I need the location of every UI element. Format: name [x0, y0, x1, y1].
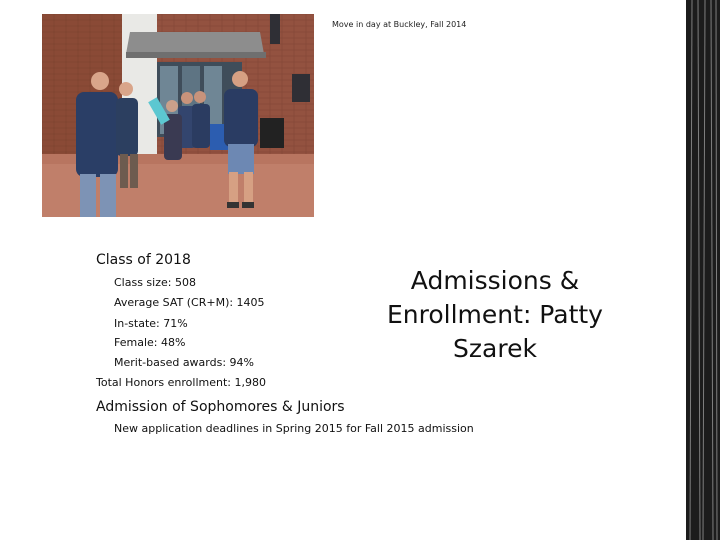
admission-item: New application deadlines in Spring 2015 for Fall 2015 admission	[114, 422, 474, 435]
class-stat-item: Merit-based awards: 94%	[114, 356, 254, 369]
photo-caption: Move in day at Buckley, Fall 2014	[332, 20, 467, 29]
class-stat-item: Female: 48%	[114, 336, 186, 349]
photo-illustration	[42, 14, 314, 217]
move-in-day-photo	[42, 14, 314, 217]
class-stat-item: Average SAT (CR+M): 1405	[114, 296, 265, 309]
honors-total: Total Honors enrollment: 1,980	[96, 376, 266, 389]
class-of-2018-heading: Class of 2018	[96, 252, 191, 268]
admission-heading: Admission of Sophomores & Juniors	[96, 399, 345, 415]
class-stat-item: In-state: 71%	[114, 317, 188, 330]
decorative-edge-strip	[686, 0, 720, 540]
slide-title: Admissions & Enrollment: Patty Szarek	[387, 266, 603, 363]
class-stat-item: Class size: 508	[114, 276, 196, 289]
